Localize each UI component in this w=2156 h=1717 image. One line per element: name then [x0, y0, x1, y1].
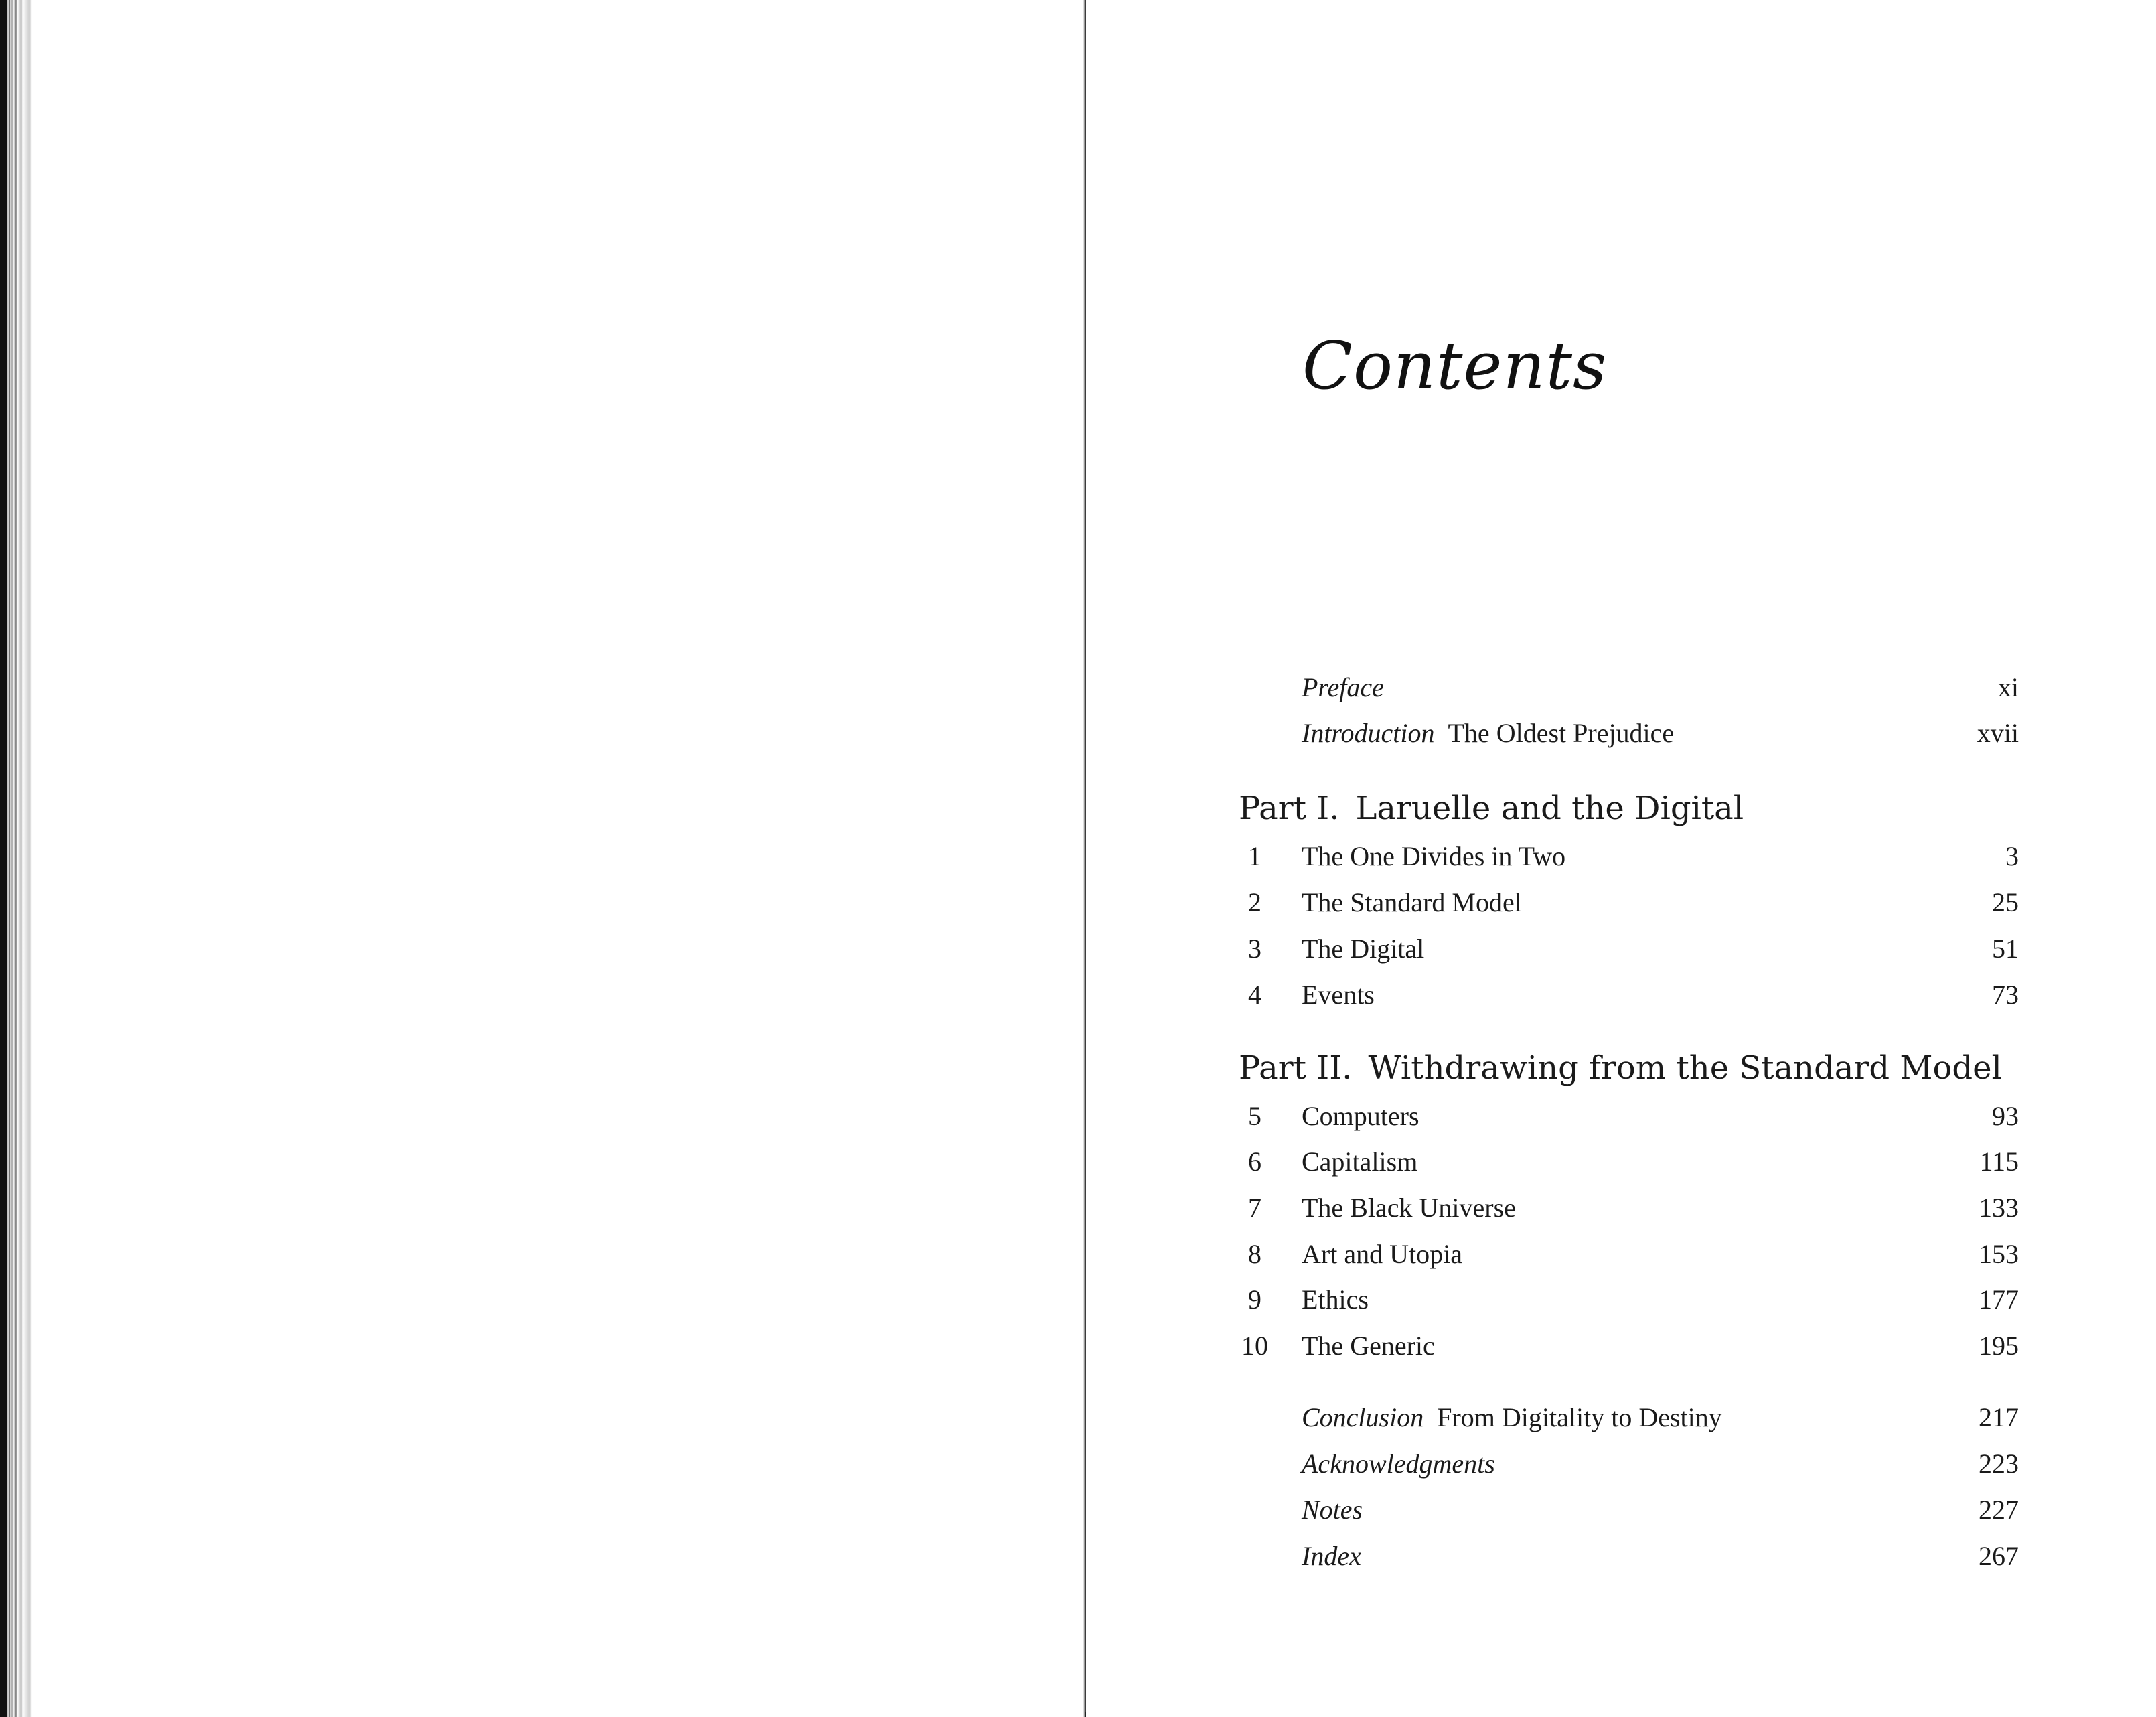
- entry-subtitle: The Oldest Prejudice: [1448, 718, 1675, 748]
- chapter-number: 1: [1248, 841, 1261, 871]
- page-title: Contents: [1302, 328, 1608, 404]
- toc-entry-introduction[interactable]: [1239, 713, 2019, 753]
- entry-label: Conclusion: [1302, 1402, 1424, 1432]
- toc-entry-chapter-4[interactable]: [1239, 975, 2019, 1015]
- chapter-number: 4: [1248, 980, 1261, 1010]
- chapter-title: The Standard Model: [1302, 887, 1522, 917]
- toc-entry-chapter-2[interactable]: [1239, 883, 2019, 923]
- entry-page-number: 51: [1992, 934, 2019, 964]
- entry-page-number: 195: [1979, 1331, 2019, 1361]
- entry-page-number: 227: [1979, 1495, 2019, 1525]
- chapter-title: Computers: [1302, 1101, 1419, 1131]
- chapter-number: 5: [1248, 1101, 1261, 1131]
- toc-entry-acknowledgments[interactable]: [1239, 1444, 2019, 1484]
- part-heading-1: [1239, 785, 1744, 832]
- part-label: Part I.: [1239, 790, 1340, 827]
- toc-entry-chapter-10[interactable]: [1239, 1326, 2019, 1366]
- entry-label: Index: [1302, 1541, 1361, 1571]
- part-heading-2: [1239, 1045, 2002, 1092]
- chapter-title: Art and Utopia: [1302, 1239, 1462, 1269]
- chapter-title: The Black Universe: [1302, 1193, 1516, 1223]
- chapter-number: 9: [1248, 1284, 1261, 1315]
- toc-entry-conclusion[interactable]: [1239, 1398, 2019, 1438]
- toc-entry-preface[interactable]: [1239, 668, 2019, 708]
- chapter-number: 10: [1241, 1331, 1268, 1361]
- part-title: Laruelle and the Digital: [1355, 790, 1744, 827]
- toc-entry-chapter-6[interactable]: [1239, 1142, 2019, 1182]
- entry-page-number: 153: [1979, 1239, 2019, 1269]
- toc-entry-notes[interactable]: [1239, 1490, 2019, 1530]
- part-label: Part II.: [1239, 1049, 1353, 1087]
- chapter-number: 7: [1248, 1193, 1261, 1223]
- entry-page-number: 223: [1979, 1448, 2019, 1479]
- chapter-number: 2: [1248, 887, 1261, 917]
- entry-page-number: 93: [1992, 1101, 2019, 1131]
- entry-page-number: 115: [1979, 1146, 2019, 1177]
- entry-page-number: 177: [1979, 1284, 2019, 1315]
- chapter-title: Capitalism: [1302, 1146, 1418, 1177]
- toc-entry-chapter-5[interactable]: [1239, 1096, 2019, 1136]
- entry-label: Introduction: [1302, 718, 1435, 748]
- entry-label: Notes: [1302, 1495, 1363, 1525]
- entry-page-number: 73: [1992, 980, 2019, 1010]
- entry-page-number: 267: [1979, 1541, 2019, 1571]
- toc-entry-chapter-9[interactable]: [1239, 1280, 2019, 1320]
- toc-entry-chapter-8[interactable]: [1239, 1234, 2019, 1274]
- chapter-number: 8: [1248, 1239, 1261, 1269]
- entry-page-number: 25: [1992, 887, 2019, 917]
- entry-page-number: xi: [1997, 672, 2019, 702]
- toc-entry-index[interactable]: [1239, 1536, 2019, 1576]
- entry-page-number: xvii: [1977, 718, 2019, 748]
- chapter-title: Events: [1302, 980, 1375, 1010]
- chapter-title: The One Divides in Two: [1302, 841, 1566, 871]
- entry-label: Preface: [1302, 672, 1384, 702]
- chapter-title: Ethics: [1302, 1284, 1369, 1315]
- chapter-title: The Generic: [1302, 1331, 1435, 1361]
- chapter-number: 6: [1248, 1146, 1261, 1177]
- chapter-title: The Digital: [1302, 934, 1425, 964]
- toc-entry-chapter-3[interactable]: [1239, 929, 2019, 969]
- part-title: Withdrawing from the Standard Model: [1368, 1049, 2002, 1087]
- entry-label: Acknowledgments: [1302, 1448, 1495, 1479]
- entry-page-number: 3: [2005, 841, 2019, 871]
- toc-entry-chapter-7[interactable]: [1239, 1188, 2019, 1228]
- scan-left-edge: [0, 0, 39, 1717]
- chapter-number: 3: [1248, 934, 1261, 964]
- entry-subtitle: From Digitality to Destiny: [1437, 1402, 1722, 1432]
- entry-page-number: 133: [1979, 1193, 2019, 1223]
- toc-entry-chapter-1[interactable]: [1239, 836, 2019, 877]
- entry-page-number: 217: [1979, 1402, 2019, 1432]
